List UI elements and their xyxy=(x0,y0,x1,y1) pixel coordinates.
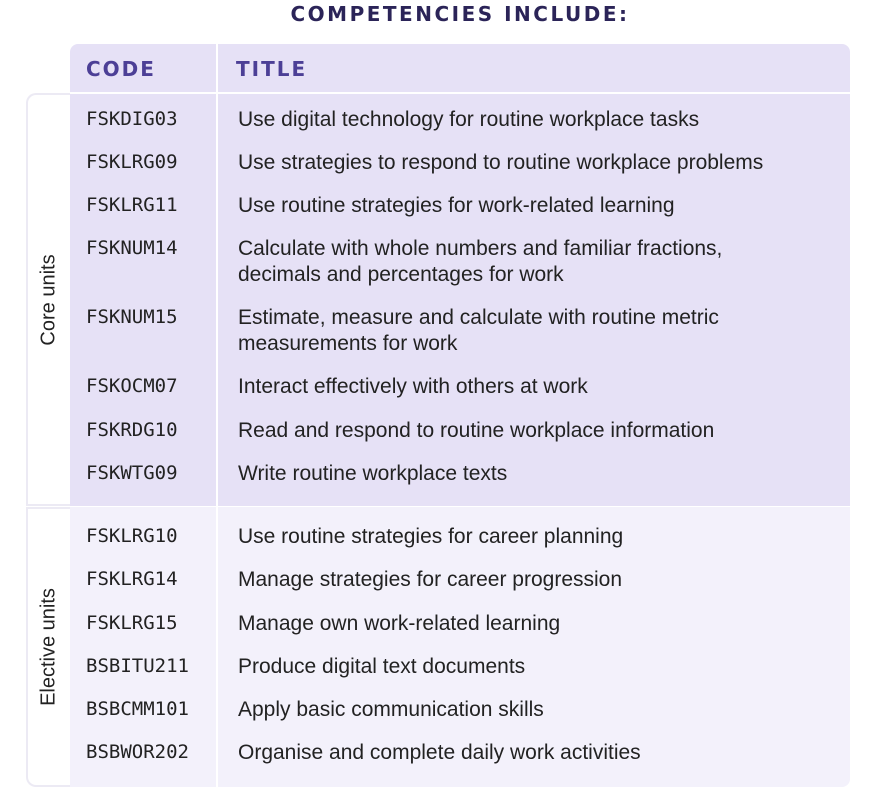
core-units-label-cell xyxy=(26,93,70,506)
unit-code: FSKLRG15 xyxy=(86,612,178,634)
column-divider xyxy=(216,44,218,787)
page-heading: COMPETENCIES INCLUDE: xyxy=(290,2,630,26)
unit-title: Manage own work-related learning xyxy=(238,612,561,635)
unit-code: FSKNUM14 xyxy=(86,237,178,259)
unit-title: Write routine workplace texts xyxy=(238,462,508,485)
elective-units-label: Elective units xyxy=(37,588,60,706)
core-units-label: Core units xyxy=(37,253,60,346)
unit-title: Produce digital text documents xyxy=(238,655,526,678)
unit-title: Interact effectively with others at work xyxy=(238,375,588,398)
unit-code: BSBCMM101 xyxy=(86,698,189,720)
unit-code: FSKLRG10 xyxy=(86,525,178,547)
unit-title: Use strategies to respond to routine workplace problems xyxy=(238,151,764,174)
column-header-title: TITLE xyxy=(236,57,308,81)
unit-title: Manage strategies for career progression xyxy=(238,568,623,591)
unit-code: FSKRDG10 xyxy=(86,419,178,441)
unit-code: FSKOCM07 xyxy=(86,375,178,397)
table-header-row xyxy=(70,44,850,92)
header-divider xyxy=(70,92,850,94)
unit-title: Use routine strategies for work-related learning xyxy=(238,194,675,217)
unit-title: Use routine strategies for career planning xyxy=(238,525,624,548)
unit-code: FSKLRG14 xyxy=(86,568,178,590)
unit-title: Use digital technology for routine workplace tasks xyxy=(238,108,700,131)
elective-units-section xyxy=(70,507,850,787)
unit-code: BSBWOR202 xyxy=(86,741,189,763)
unit-title: Read and respond to routine workplace information xyxy=(238,419,715,442)
elective-units-label-cell xyxy=(26,507,70,787)
unit-code: FSKLRG11 xyxy=(86,194,178,216)
unit-title: Apply basic communication skills xyxy=(238,698,544,721)
unit-code: FSKDIG03 xyxy=(86,108,178,130)
unit-code: FSKLRG09 xyxy=(86,151,178,173)
unit-title: Organise and complete daily work activities xyxy=(238,741,641,764)
unit-title: Calculate with whole numbers and familiar fractions, decimals and percentages for work xyxy=(238,237,723,286)
unit-code: FSKWTG09 xyxy=(86,462,178,484)
core-units-section xyxy=(70,93,850,506)
unit-title: Estimate, measure and calculate with routine metric measurements for work xyxy=(238,306,719,355)
unit-code: BSBITU211 xyxy=(86,655,189,677)
column-header-code: CODE xyxy=(86,57,156,81)
unit-code: FSKNUM15 xyxy=(86,306,178,328)
